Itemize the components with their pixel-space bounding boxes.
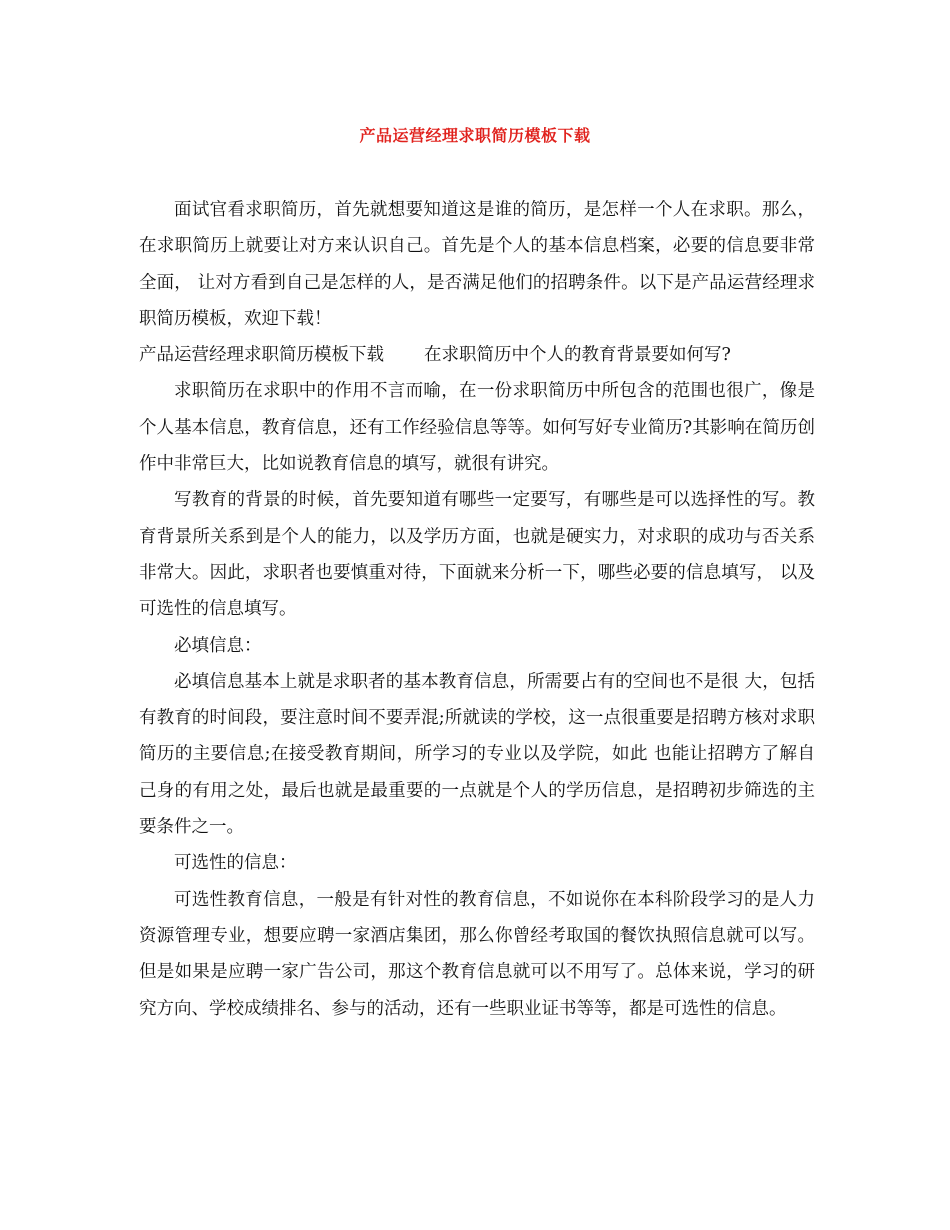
- subtitle-left: 产品运营经理求职简历模板下载: [139, 345, 384, 366]
- subtitle-line: [139, 337, 815, 373]
- subtitle-right: 在求职简历中个人的教育背景要如何写?: [424, 345, 731, 366]
- document-title: 产品运营经理求职简历模板下载: [359, 126, 591, 145]
- intro-paragraph: 面试官看求职简历，首先就想要知道这是谁的简历，是怎样一个人在求职。那么，在求职简历上就要让对方来认识自己。首先是个人的基本信息档案，必要的信息要非常全面， 让对方看到自己是怎样的人，是否满足他们的招聘条件。以下是产品运营经理求职简历模板，欢迎下载！: [139, 200, 815, 329]
- document-body: [139, 192, 815, 1027]
- heading-required-info: 必填信息：: [174, 635, 262, 656]
- paragraph-education-background: 写教育的背景的时候，首先要知道有哪些一定要写，有哪些是可以选择性的写。教育背景所关系到是个人的能力，以及学历方面，也就是硬实力，对求职的成功与否关系非常大。因此，求职者也要慎重对待，下面就来分析一下，哪些必要的信息填写， 以及可选性的信息填写。: [139, 490, 815, 620]
- paragraph-role-of-resume: 求职简历在求职中的作用不言而喻，在一份求职简历中所包含的范围也很广，像是个人基本信息，教育信息，还有工作经验信息等等。如何写好专业简历?其影响在简历创作中非常巨大，比如说教育信息的填写，就很有讲究。: [139, 381, 815, 475]
- paragraph-required-info: 必填信息基本上就是求职者的基本教育信息，所需要占有的空间也不是很 大，包括有教育的时间段，要注意时间不要弄混;所就读的学校，这一点很重要是招聘方核对求职简历的主要信息;在接受教育期间，所学习的专业以及学院，如此 也能让招聘方了解自己身的有用之处，最后也就是最重要的一点就是个人的学历信息，是招聘初步筛选的主要条件之一。: [139, 671, 815, 838]
- paragraph-optional-info: 可选性教育信息，一般是有针对性的教育信息，不如说你在本科阶段学习的是人力资源管理专业，想要应聘一家酒店集团，那么你曾经考取国的餐饮执照信息就可以写。但是如果是应聘一家广告公司，那这个教育信息就可以不用写了。总体来说，学习的研究方向、学校成绩排名、参与的活动，还有一些职业证书等等，都是可选性的信息。: [139, 889, 815, 1019]
- heading-optional-info: 可选性的信息：: [174, 853, 297, 874]
